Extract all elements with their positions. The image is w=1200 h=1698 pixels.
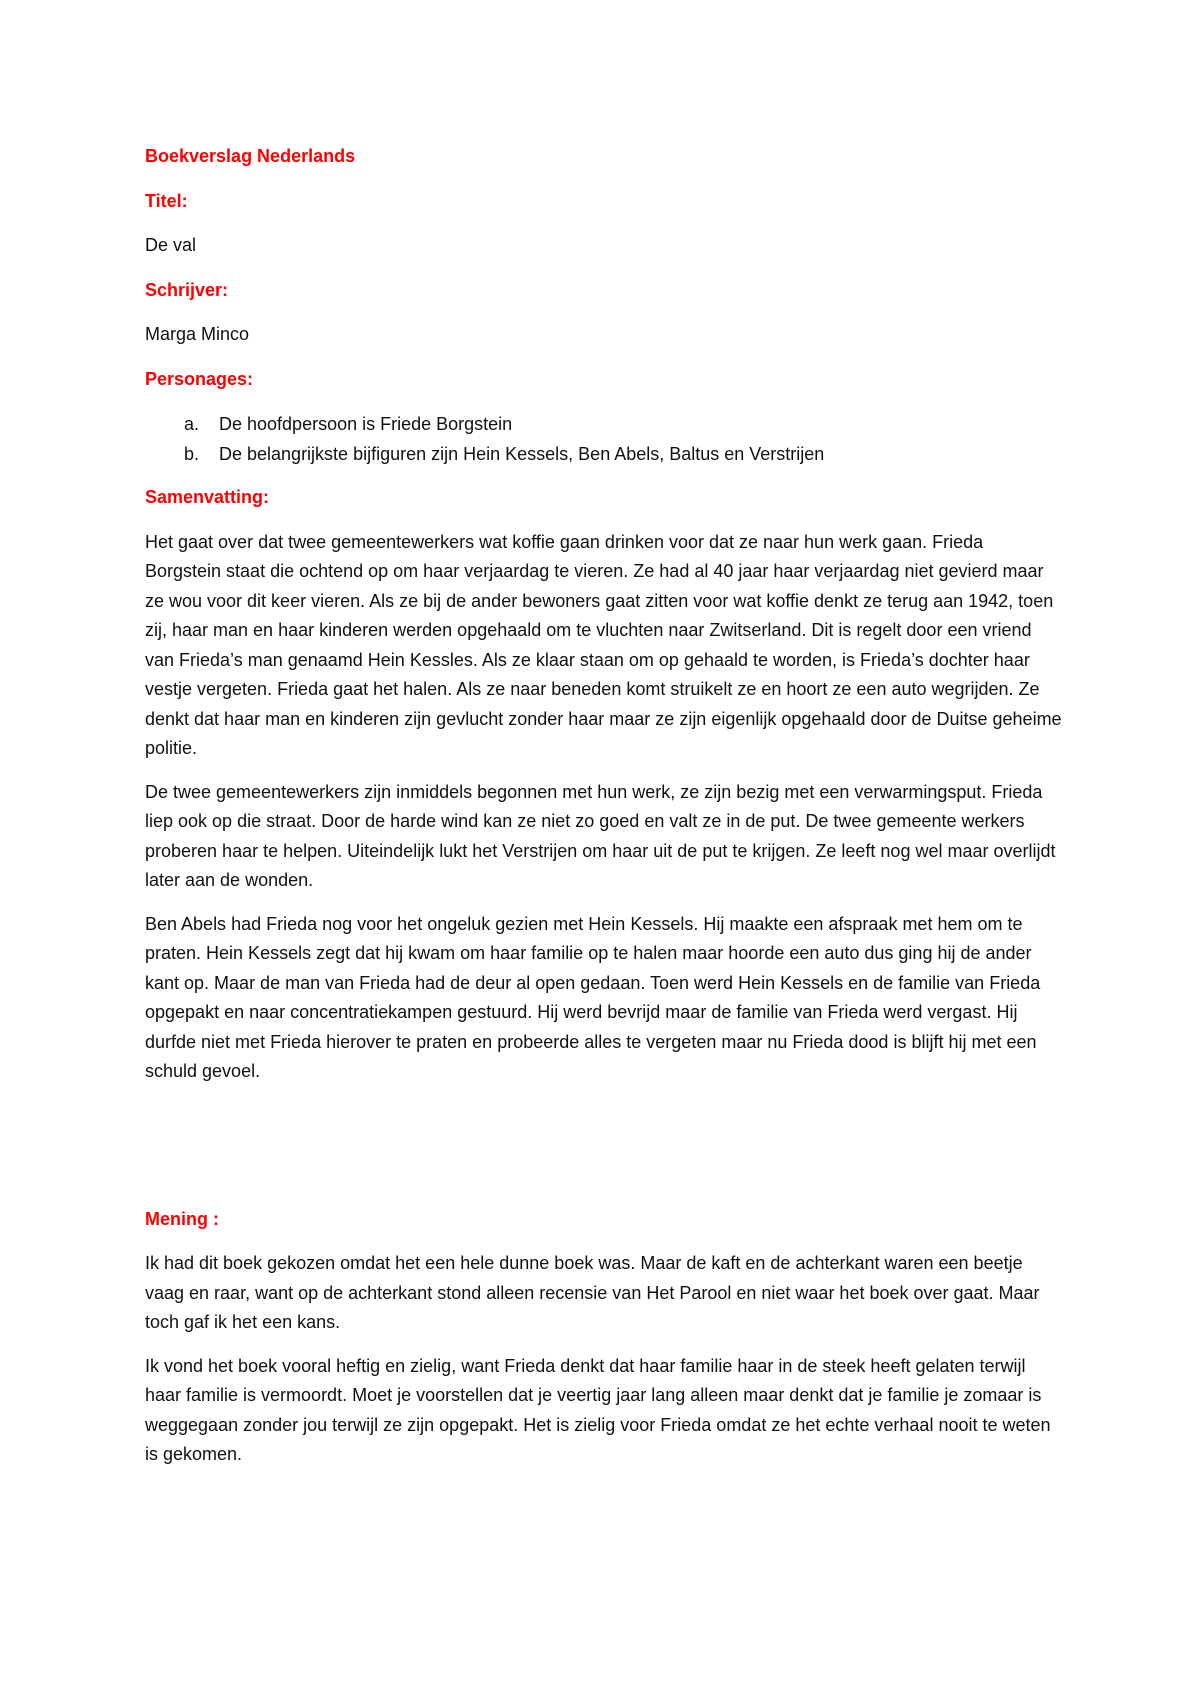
blank-space (145, 1101, 1065, 1205)
mening-paragraph-2: Ik vond het boek vooral heftig en zielig, want Frieda denkt dat haar familie haar in de steek heeft gelaten terwijl haar familie is vermoordt. Moet je voorstellen dat je veertig jaar lang alleen maar denkt dat je familie je zomaar is weggegaan zonder jou terwijl ze zijn opgepakt. Het is zielig voor Frieda omdat ze het echte verhaal nooit te weten is gekomen. (145, 1355, 1051, 1464)
personages-label: Personages: (145, 368, 254, 389)
list-item (145, 409, 1065, 439)
list-marker: b. (184, 444, 200, 464)
schrijver-value: Marga Minco (145, 324, 250, 344)
list-item (145, 439, 1065, 469)
samenvatting-paragraph-3: Ben Abels had Frieda nog voor het ongeluk gezien met Hein Kessels. Hij maakte een afspraak met hem om te praten. Hein Kessels zegt dat hij kwam om haar familie op te halen maar hoorde een auto dus ging hij de ander kant op. Maar de man van Frieda had de deur al open gedaan. Toen werd Hein Kessels en de familie van Frieda opgepakt en naar concentratiekampen gestuurd. Hij werd bevrijd maar de familie van Frieda werd vergast. Hij durfde niet met Frieda hierover te praten en probeerde alles te vergeten maar nu Frieda dood is blijft hij met een schuld gevoel. (145, 913, 1041, 1081)
samenvatting-paragraph-1: Het gaat over dat twee gemeentewerkers wat koffie gaan drinken voor dat ze naar hun werk gaan. Frieda Borgstein staat die ochtend op om haar verjaardag te vieren. Ze had al 40 jaar haar verjaardag niet gevierd maar ze wou voor dit keer vieren. Als ze bij de ander bewoners gaat zitten voor wat koffie denkt ze terug aan 1942, toen zij, haar man en haar kinderen werden opgehaald om te vluchten naar Zwitserland. Dit is regelt door een vriend van Frieda’s man genaamd Hein Kessles. Als ze klaar staan om op gehaald te worden, is Frieda’s dochter haar vestje vergeten. Frieda gaat het halen. Als ze naar beneden komt struikelt ze en hoort ze een auto wegrijden. Ze denkt dat haar man en kinderen zijn gevlucht zonder haar maar ze zijn eigenlijk opgehaald door de Duitse geheime politie. (145, 531, 1062, 758)
list-marker: a. (184, 414, 200, 434)
samenvatting-paragraph-2: De twee gemeentewerkers zijn inmiddels begonnen met hun werk, ze zijn bezig met een verwarmingsput. Frieda liep ook op die straat. Door de harde wind kan ze niet zo goed en valt ze in de put. De twee gemeente werkers proberen haar te helpen. Uiteindelijk lukt het Verstrijen om haar uit de put te krijgen. Ze leeft nog wel maar overlijdt later aan de wonden. (145, 781, 1056, 890)
titel-value: De val (145, 235, 197, 255)
personages-list (145, 409, 1065, 469)
list-item-text: De belangrijkste bijfiguren zijn Hein Kessels, Ben Abels, Baltus en Verstrijen (219, 444, 825, 464)
document-content (145, 142, 1065, 1484)
samenvatting-label: Samenvatting: (145, 487, 270, 507)
schrijver-label: Schrijver: (145, 279, 229, 300)
mening-label: Mening : (145, 1208, 219, 1229)
mening-paragraph-1: Ik had dit boek gekozen omdat het een hele dunne boek was. Maar de kaft en de achterkant waren een beetje vaag en raar, want op de achterkant stond alleen recensie van Het Parool en niet waar het boek over gaat. Maar toch gaf ik het een kans. (145, 1253, 1040, 1332)
list-item-text: De hoofdpersoon is Friede Borgstein (219, 414, 513, 434)
document-title: Boekverslag Nederlands (145, 146, 356, 166)
titel-label: Titel: (145, 190, 188, 211)
